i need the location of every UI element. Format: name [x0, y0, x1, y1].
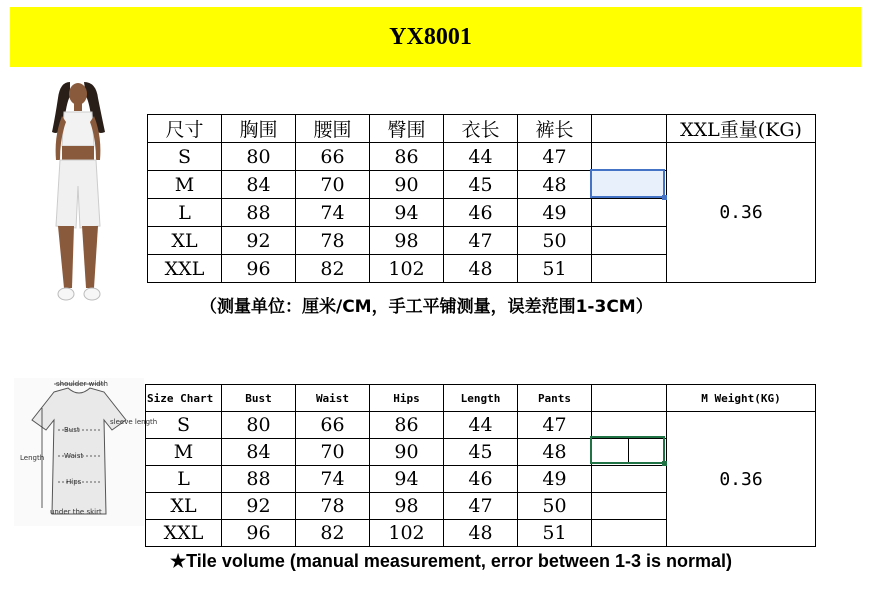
diagram-label-skirt: under the skirt	[50, 508, 102, 516]
hips-cell: 94	[370, 199, 444, 227]
pants-cell: 47	[518, 143, 592, 171]
hips-cell: 86	[370, 412, 444, 439]
header-hips: 臀围	[370, 115, 444, 143]
header-length: Length	[444, 385, 518, 412]
pants-cell: 48	[518, 171, 592, 199]
weight-value: 0.36	[667, 412, 816, 547]
size-table-english	[145, 384, 816, 547]
waist-cell: 78	[296, 227, 370, 255]
waist-cell: 82	[296, 255, 370, 283]
pants-cell: 48	[518, 439, 592, 466]
length-cell: 47	[444, 493, 518, 520]
diagram-label-shoulder: shoulder width	[56, 380, 108, 388]
pants-cell: 51	[518, 255, 592, 283]
hips-cell: 98	[370, 493, 444, 520]
size-cell: S	[146, 412, 222, 439]
length-cell: 45	[444, 171, 518, 199]
length-cell: 45	[444, 439, 518, 466]
empty-cell[interactable]	[592, 199, 667, 227]
length-cell: 44	[444, 412, 518, 439]
table-row	[148, 143, 816, 171]
hips-cell: 90	[370, 171, 444, 199]
pants-cell: 51	[518, 520, 592, 547]
pants-cell: 49	[518, 466, 592, 493]
waist-cell: 78	[296, 493, 370, 520]
bust-cell: 96	[222, 255, 296, 283]
waist-cell: 70	[296, 171, 370, 199]
waist-cell: 66	[296, 143, 370, 171]
waist-cell: 74	[296, 466, 370, 493]
size-cell: M	[146, 439, 222, 466]
empty-cell[interactable]	[592, 143, 667, 171]
header-pants: Pants	[518, 385, 592, 412]
bust-cell: 80	[222, 143, 296, 171]
bust-cell: 96	[222, 520, 296, 547]
hips-cell: 90	[370, 439, 444, 466]
product-code: YX8001	[389, 23, 472, 50]
length-cell: 46	[444, 466, 518, 493]
title-banner	[10, 7, 861, 67]
size-cell: XXL	[146, 520, 222, 547]
selected-cell-highlight[interactable]	[590, 169, 665, 198]
waist-cell: 66	[296, 412, 370, 439]
waist-cell: 70	[296, 439, 370, 466]
bust-cell: 88	[222, 199, 296, 227]
diagram-label-hips: Hips	[66, 478, 82, 486]
bust-cell: 80	[222, 412, 296, 439]
model-photo	[30, 76, 138, 316]
empty-cell[interactable]	[592, 493, 667, 520]
empty-cell[interactable]	[592, 412, 667, 439]
empty-cell[interactable]	[592, 227, 667, 255]
diagram-label-bust: Bust	[64, 426, 80, 434]
measurement-note-english: ★Tile volume (manual measurement, error between 1-3 is normal)	[170, 551, 732, 571]
diagram-label-sleeve: sleeve length	[110, 418, 158, 426]
size-cell: M	[148, 171, 222, 199]
measurement-diagram	[14, 378, 158, 526]
bust-cell: 92	[222, 227, 296, 255]
weight-header: M Weight(KG)	[667, 385, 816, 412]
weight-header: XXL重量(KG)	[667, 115, 816, 143]
hips-cell: 102	[370, 520, 444, 547]
header-bust: 胸围	[222, 115, 296, 143]
selected-cell-highlight[interactable]	[590, 436, 665, 464]
header-waist: Waist	[296, 385, 370, 412]
hips-cell: 98	[370, 227, 444, 255]
header-size-chart: Size Chart	[146, 385, 222, 412]
header-hips: Hips	[370, 385, 444, 412]
hips-cell: 86	[370, 143, 444, 171]
empty-cell[interactable]	[592, 520, 667, 547]
table-row	[146, 412, 816, 439]
empty-cell[interactable]	[592, 115, 667, 143]
measurement-note-chinese: （测量单位：厘米/CM，手工平铺测量，误差范围1-3CM）	[200, 297, 653, 317]
header-bust: Bust	[222, 385, 296, 412]
size-cell: XL	[146, 493, 222, 520]
hips-cell: 94	[370, 466, 444, 493]
pants-cell: 50	[518, 493, 592, 520]
bust-cell: 88	[222, 466, 296, 493]
pants-cell: 47	[518, 412, 592, 439]
header-length: 衣长	[444, 115, 518, 143]
header-size: 尺寸	[148, 115, 222, 143]
bust-cell: 84	[222, 171, 296, 199]
header-waist: 腰围	[296, 115, 370, 143]
empty-cell[interactable]	[592, 385, 667, 412]
bust-cell: 84	[222, 439, 296, 466]
size-cell: XXL	[148, 255, 222, 283]
diagram-label-waist: Waist	[64, 452, 84, 460]
pants-cell: 49	[518, 199, 592, 227]
diagram-label-length: Length	[20, 454, 45, 462]
length-cell: 47	[444, 227, 518, 255]
waist-cell: 82	[296, 520, 370, 547]
size-table-chinese	[147, 114, 816, 283]
length-cell: 48	[444, 255, 518, 283]
empty-cell[interactable]	[592, 255, 667, 283]
length-cell: 44	[444, 143, 518, 171]
size-cell: S	[148, 143, 222, 171]
waist-cell: 74	[296, 199, 370, 227]
header-pants: 裤长	[518, 115, 592, 143]
length-cell: 46	[444, 199, 518, 227]
pants-cell: 50	[518, 227, 592, 255]
empty-cell[interactable]	[592, 466, 667, 493]
size-cell: L	[148, 199, 222, 227]
hips-cell: 102	[370, 255, 444, 283]
length-cell: 48	[444, 520, 518, 547]
weight-value: 0.36	[667, 143, 816, 283]
bust-cell: 92	[222, 493, 296, 520]
size-cell: XL	[148, 227, 222, 255]
size-cell: L	[146, 466, 222, 493]
